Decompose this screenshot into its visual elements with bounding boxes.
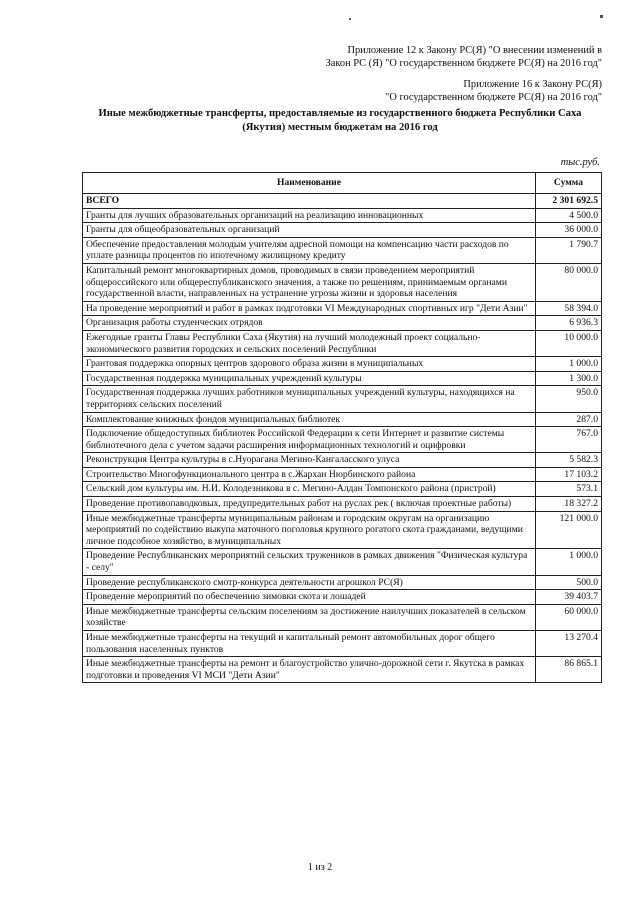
row-value: 573.1 xyxy=(536,482,602,497)
total-value: 2 301 692.5 xyxy=(536,194,602,209)
table-row xyxy=(83,357,602,372)
row-name: Ежегодные гранты Главы Республики Саха (Якутия) на лучший молодежный проект социально-экономического развития городских и сельских поселений Республики xyxy=(83,330,536,356)
table-row xyxy=(83,263,602,301)
row-value: 86 865.1 xyxy=(536,657,602,683)
table-row xyxy=(83,386,602,412)
row-value: 767.0 xyxy=(536,427,602,453)
row-name: Комплектование книжных фондов муниципальных библиотек xyxy=(83,412,536,427)
row-name: Проведение республиканского смотр-конкурса деятельности агрошкол РС(Я) xyxy=(83,575,536,590)
row-name: Государственная поддержка лучших работников муниципальных учреждений культуры, находящихся на территориях сельских поселений xyxy=(83,386,536,412)
table-row xyxy=(83,223,602,238)
appendix-header-line: "О государственном бюджете РС(Я) на 2016 год" xyxy=(385,92,602,103)
table-row xyxy=(83,657,602,683)
table-row xyxy=(83,467,602,482)
row-value: 13 270.4 xyxy=(536,631,602,657)
table-row xyxy=(83,631,602,657)
page-number: 1 из 2 xyxy=(307,862,333,873)
table-row xyxy=(83,511,602,549)
row-value: 36 000.0 xyxy=(536,223,602,238)
column-header-sum: Сумма xyxy=(536,173,602,194)
table-row xyxy=(83,330,602,356)
row-value: 5 582.3 xyxy=(536,453,602,468)
transfers-table xyxy=(82,172,602,683)
appendix-header-line: Закон РС (Я) "О государственном бюджете РС(Я) на 2016 год" xyxy=(325,58,602,69)
table-header-row xyxy=(83,173,602,194)
row-value: 500.0 xyxy=(536,575,602,590)
table-row xyxy=(83,237,602,263)
row-name: Обеспечение предоставления молодым учителям адресной помощи на компенсацию части расходов по уплате разницы процентов по ипотечному жилищному кредиту xyxy=(83,237,536,263)
row-name: Капитальный ремонт многоквартирных домов, проводимых в связи проведением мероприятий общероссийского или общереспубликанского значения, а также по решениям, принимаемым органами государственной власти, направленных на устранение угрозы жизни и здоровья населения xyxy=(83,263,536,301)
row-name: Иные межбюджетные трансферты на ремонт и благоустройство улично-дорожной сети г. Якутска в рамках подготовки и проведения VI МСИ "Дети Азии" xyxy=(83,657,536,683)
appendix-header-12 xyxy=(326,44,602,70)
row-value: 1 000.0 xyxy=(536,549,602,575)
row-value: 950.0 xyxy=(536,386,602,412)
row-name: Иные межбюджетные трансферты муниципальным районам и городским округам на организацию мероприятий по содействию выкупа маточного поголовья крупного рогатого скота гражданами, ведущими личное подсобное хозяйство, в муниципальных xyxy=(83,511,536,549)
table-row xyxy=(83,316,602,331)
unit-label: тыс.руб. xyxy=(560,157,600,168)
row-value: 58 394.0 xyxy=(536,301,602,316)
row-name: Сельский дом культуры им. Н.И. Колодезникова в с. Мегино-Алдан Томпонского района (пристрой) xyxy=(83,482,536,497)
appendix-header-16 xyxy=(385,78,602,104)
appendix-header-line: Приложение 16 к Закону РС(Я) xyxy=(463,79,602,90)
table-row xyxy=(83,371,602,386)
table-row xyxy=(83,575,602,590)
table-row xyxy=(83,453,602,468)
row-value: 1 000.0 xyxy=(536,357,602,372)
table-row xyxy=(83,208,602,223)
row-name: Грантовая поддержка опорных центров здорового образа жизни в муниципальных xyxy=(83,357,536,372)
total-row xyxy=(83,194,602,209)
scan-speck xyxy=(600,15,603,18)
table-row xyxy=(83,549,602,575)
row-name: Проведение противопаводковых, предупредительных работ на руслах рек ( включая проектные работы) xyxy=(83,497,536,512)
row-value: 17 103.2 xyxy=(536,467,602,482)
row-name: Иные межбюджетные трансферты на текущий и капитальный ремонт автомобильных дорог общего пользования населенных пунктов xyxy=(83,631,536,657)
row-value: 10 000.0 xyxy=(536,330,602,356)
row-name: Гранты для лучших образовательных организаций на реализацию инновационных xyxy=(83,208,536,223)
row-value: 4 500.0 xyxy=(536,208,602,223)
row-value: 121 000.0 xyxy=(536,511,602,549)
table-row xyxy=(83,427,602,453)
column-header-name: Наименование xyxy=(83,173,536,194)
document-title-line: Иные межбюджетные трансферты, предоставляемые из государственного бюджета Республики Саха xyxy=(98,108,582,119)
total-label: ВСЕГО xyxy=(83,194,536,209)
row-value: 1 300.0 xyxy=(536,371,602,386)
row-value: 1 790.7 xyxy=(536,237,602,263)
table-row xyxy=(83,604,602,630)
table-row xyxy=(83,590,602,605)
appendix-header-line: Приложение 12 к Закону РС(Я) "О внесении изменений в xyxy=(347,45,602,56)
row-name: Проведение Республиканских мероприятий сельских тружеников в рамках движения "Физическая культура - селу" xyxy=(83,549,536,575)
row-name: Проведение мероприятий по обеспечению зимовки скота и лошадей xyxy=(83,590,536,605)
row-name: Строительство Многофункционального центра в с.Жархан Нюрбинского района xyxy=(83,467,536,482)
row-name: Гранты для общеобразовательных организаций xyxy=(83,223,536,238)
row-name: Реконструкция Центра культуры в с.Нуорагана Мегино-Кангаласского улуса xyxy=(83,453,536,468)
row-name: На проведение мероприятий и работ в рамках подготовки VI Международных спортивных игр "Дети Азии" xyxy=(83,301,536,316)
row-value: 60 000.0 xyxy=(536,604,602,630)
document-title-line: (Якутия) местным бюджетам на 2016 год xyxy=(242,122,438,133)
table-row xyxy=(83,497,602,512)
scan-speck xyxy=(349,18,351,20)
row-value: 39 403.7 xyxy=(536,590,602,605)
table-row xyxy=(83,301,602,316)
row-value: 18 327.2 xyxy=(536,497,602,512)
row-value: 287.0 xyxy=(536,412,602,427)
row-value: 80 000.0 xyxy=(536,263,602,301)
row-value: 6 936.3 xyxy=(536,316,602,331)
table-row xyxy=(83,482,602,497)
document-title xyxy=(70,107,610,135)
row-name: Подключение общедоступных библиотек Российской Федерации к сети Интернет и развитие системы библиотечного дела с учетом задачи расширения информационных технологий и оцифровки xyxy=(83,427,536,453)
table-row xyxy=(83,412,602,427)
row-name: Иные межбюджетные трансферты сельским поселениям за достижение наилучших показателей в сельском хозяйстве xyxy=(83,604,536,630)
row-name: Организация работы студенческих отрядов xyxy=(83,316,536,331)
row-name: Государственная поддержка муниципальных учреждений культуры xyxy=(83,371,536,386)
